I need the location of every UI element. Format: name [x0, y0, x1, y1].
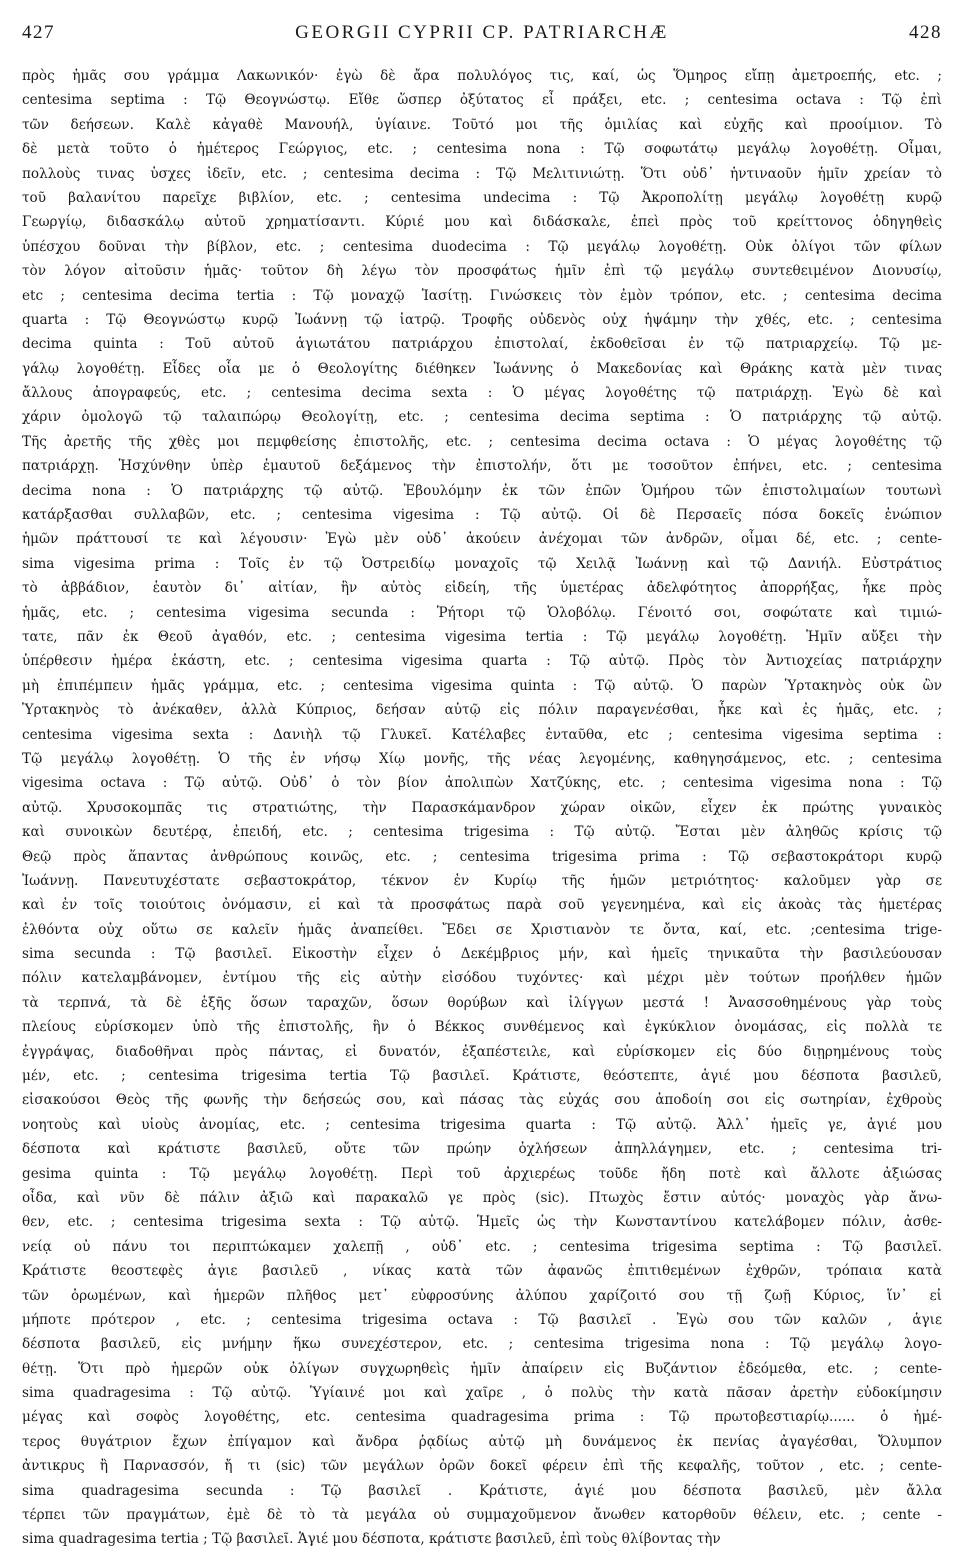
text-line: καὶ συνοικὼν δευτέρᾳ, ἐπειδή, etc. ; centesima trigesima : Τῷ αὐτῷ. Ἔσται μὲν ἀληθῶς κρίσις τῷ [22, 824, 942, 841]
text-line: ἡμᾶς, etc. ; centesima vigesima secunda : Ῥήτορι τῷ Ὁλοβόλῳ. Γένοιτό σοι, σοφώτατε καὶ τιμιώ- [22, 604, 942, 621]
text-line: μήποτε πρότερον , etc. ; centesima trigesima octava : Τῷ βασιλεῖ . Ἐγὼ σου τῶν καλῶν , ἁγιε [22, 1311, 942, 1328]
text-line: κατάρξασθαι συλλαβῶν, etc. ; centesima vigesima : Τῷ αὐτῷ. Οἱ δὲ Περσαεῖς πόσα δοκεῖς ἐνώπιον [22, 507, 942, 524]
text-line: καὶ ἐν τοῖς τοιούτοις ὀνόμασιν, εἰ καὶ τὰ προσφάτως παρὰ σοῦ γεγενημένα, καὶ εἰς ἀκοὰς τὰς ἡμετέρας [22, 897, 942, 914]
text-line: δέσποτα βασιλεῦ, εἰς μνήμην ἥκω συνεχέστερον, etc. ; centesima trigesima nona : Τῷ μεγάλῳ λογο- [22, 1336, 942, 1353]
text-line: ἐγγράψας, διαδοθῆναι πρὸς πάντας, εἰ δυνατόν, ἐξαπέστειλε, καὶ εὑρίσκομεν εἰς δύο διῃρημένους τοὺς [22, 1043, 942, 1060]
text-line: δὲ μετὰ τοῦτο ὁ ἡμέτερος Γεώργιος, etc. ; centesima nona : Τῷ σοφωτάτῳ μεγάλῳ λογοθέτῃ. Οἶμαι, [22, 141, 942, 158]
text-line: ἐλθόντα οὐχ οὕτω σε καλεῖν ἡμᾶς ἀναπείθει. Ἔδει σε Χριστιανὸν τε ὄντα, καί, etc. ;centesima trige- [22, 921, 942, 938]
text-line: τῶν ὁρωμένων, καὶ ἡμερῶν πλῆθος μετ᾽ εὐφροσύνης ἀλύπου χαρίζοιτό σου τῇ ζωῇ Κύριος, ἵν᾽ εἰ [22, 1287, 942, 1304]
text-line: ἄλλους ἀπογραφεύς, etc. ; centesima decima sexta : Ὁ μέγας λογοθέτης τῷ πατριάρχῃ. Ἐγὼ δὲ καὶ [22, 385, 942, 402]
text-line: sima quadragesima : Τῷ αὐτῷ. Ὑγίαινέ μοι καὶ χαῖρε , ὁ πολὺς τὴν κατὰ πᾶσαν ἀρετὴν εὐδοκίμησιν [22, 1385, 942, 1402]
text-line: νείᾳ οὐ πάνυ τοι περιπτώκαμεν χαλεπῇ , οὐδ᾽ etc. ; centesima trigesima septima : Τῷ βασιλεῖ. [22, 1238, 942, 1255]
text-line: Γεωργίῳ, διδασκάλῳ αὐτοῦ χρηματίσαντι. Κύριέ μου καὶ διδάσκαλε, ἐπεὶ πρὸς τοῦ κρείττονος ὁδηγηθεὶς [22, 214, 942, 231]
text-line: μὴ ἐπιπέμπειν ἡμᾶς γράμμα, etc. ; centesima vigesima quinta : Τῷ αὐτῷ. Ὁ παρὼν Ὑρτακηνὸς οὐκ ὢν [22, 677, 942, 694]
text-line: Κράτιστε θεοστεφὲς ἁγιε βασιλεῦ , νίκας κατὰ τῶν ἀφανῶς ἐπιτιθεμένων ἐχθρῶν, τρόπαια κατὰ [22, 1263, 942, 1280]
text-line: νοητοὺς καὶ υἱοὺς ἀνομίας, etc. ; centesima trigesima quarta : Τῷ αὐτῷ. Ἀλλ᾽ ἡμεῖς γε, ἁγιέ μου [22, 1116, 942, 1133]
text-line: θεν, etc. ; centesima trigesima sexta : Τῷ αὐτῷ. Ἡμεῖς ὡς τὴν Κωνσταντίνου κατελάβομεν πόλιν, ἀσθε- [22, 1214, 942, 1231]
text-line: Τῷ μεγάλῳ λογοθέτῃ. Ὁ τῆς ἐν νήσῳ Χίῳ μονῆς, τῆς νέας λεγομένης, καθηγησάμενος, etc. ; centesima [22, 750, 942, 767]
text-line: centesima septima : Τῷ Θεογνώστῳ. Εἴθε ὥσπερ ὀξύτατος εἶ πράξει, etc. ; centesima octava : Τῷ ἐπὶ [22, 92, 942, 109]
text-line: τέρπει τῶν πραγμάτων, ἐμὲ δὲ τὸ τὰ μεγάλα οὐ συμμαχοῦμενον ἄνωθεν κατορθοῦν θέλειν, etc. ; cente - [22, 1507, 942, 1524]
text-line: ἡμῶν πράττουσί τε καὶ λέγουσιν· Ἐγὼ μὲν οὐδ᾽ ἀκούειν ἀνέχομαι τῶν ἀνδρῶν, οἶμαι δέ, etc. ; cente- [22, 531, 942, 548]
text-line: vigesima octava : Τῷ αὐτῷ. Οὐδ᾽ ὁ τὸν βίον ἀπολιπὼν Χατζύκης, etc. ; centesima vigesima nona : Τῷ [22, 775, 942, 792]
text-line: τῶν δεήσεων. Καλὲ κἀγαθὲ Μανουήλ, ὑγίαινε. Τοῦτό μοι τῆς ὁμιλίας καὶ εὐχῆς καὶ προοίμιον. Τὸ [22, 116, 942, 133]
text-line: χάριν ὁμολογῶ τῷ ταλαιπώρῳ Θεολογίτῃ, etc. ; centesima decima septima : Ὁ πατριάρχης τῷ αὐτῷ. [22, 409, 942, 426]
text-line: πρὸς ἡμᾶς σου γράμμα Λακωνικόν· ἐγὼ δὲ ἄρα πολυλόγος τις, καί, ὡς Ὅμηρος εἴπῃ ἀμετροεπής, etc. ; [22, 68, 942, 84]
text-line: γάλῳ λογοθέτῃ. Εἶδες οἷα με ὁ Θεολογίτης διέθηκεν Ἰωάννης ὁ Μακεδονίας καὶ Θράκης κατὰ μὲν τινας [22, 360, 942, 377]
text-line: πολλοὺς τινας ὑσχες ἰδεῖν, etc. ; centesima decima : Τῷ Μελιτινιώτῃ. Ὅτι οὐδ᾽ ἡντιναοῦν ἡμῖν χρείαν τὸ [22, 165, 942, 182]
text-line: τὰ τερπνά, τὰ δὲ ἑξῆς ὅσων ταραχῶν, ὅσων θορύβων καὶ ἰλίγγων μεστά ! Ἀνασσοθημένους γὰρ τοὺς [22, 994, 942, 1011]
text-line: sima quadragesima secunda : Τῷ βασιλεῖ . Κράτιστε, ἁγιέ μου δέσποτα βασιλεῦ, μὲν ἄλλα [22, 1482, 942, 1499]
text-line: αὐτῷ. Χρυσοκομπᾶς τις στρατιώτης, τὴν Παρασκάμανδρον χώραν οἰκῶν, εἶχεν ἐκ πρώτης γυναικὸς [22, 799, 942, 816]
text-line: δέσποτα καὶ κράτιστε βασιλεῦ, οὔτε τῶν πρώην ὀχλήσεων ἀπηλλάγημεν, etc. ; centesima tri- [22, 1141, 942, 1158]
text-line: Ὑρτακηνὸς τὸ ἀνέκαθεν, ἀλλὰ Κύπριος, δεήσαν αὐτῷ εἰς πόλιν παραγενέσθαι, ἧκε καὶ ἐς ἡμᾶς, etc. ; [22, 702, 942, 719]
text-line: θέτῃ. Ὅτι πρὸ ἡμερῶν οὐκ ὀλίγων συγχωρηθεὶς ἡμῖν ἀπαίρειν εἰς Βυζάντιον ἐδεόμεθα, etc. ; cente- [22, 1360, 942, 1377]
text-line: centesima vigesima sexta : Δανιὴλ τῷ Γλυκεῖ. Κατέλαβες ἐνταῦθα, etc ; centesima vigesima septima : [22, 726, 942, 743]
text-line: gesima quinta : Τῷ μεγάλῳ λογοθέτῃ. Περὶ τοῦ ἀρχιερέως τοῦδε ἤδη ποτὲ καὶ ἄλλοτε ἀξιώσας [22, 1165, 942, 1182]
text-line: ὑπέσχου δοῦναι τὴν βίβλον, etc. ; centesima duodecima : Τῷ μεγάλῳ λογοθέτῃ. Οὐκ ὀλίγοι τῶν φίλων [22, 238, 942, 255]
text-line: Θεῷ πρὸς ἅπαντας ἀνθρώπους κοινῶς, etc. ; centesima trigesima prima : Τῷ σεβαστοκράτορι κυρῷ [22, 848, 942, 865]
text-line: οἶδα, καὶ νῦν δὲ πάλιν ἀξιῶ καὶ παρακαλῶ γε πρὸς (sic). Πτωχὸς ἔστιν αὐτός· μοναχὸς γὰρ ἄνω- [22, 1189, 942, 1206]
text-line: sima secunda : Τῷ βασιλεῖ. Εἰκοστὴν εἶχεν ὁ Δεκέμβριος μήν, καὶ ἡμεῖς τηνικαῦτα τὴν βασιλεύουσαν [22, 946, 942, 963]
text-line: τὸν λόγον αἰτοῦσιν ἡμᾶς· τοῦτον δὴ λέγω τὸν προσφάτως ἡμῖν ἐπὶ τῷ μεγάλῳ συντεθειμένον Διονυσίῳ, [22, 263, 942, 280]
text-line: Ἰωάννῃ. Πανευτυχέστατε σεβαστοκράτορ, τέκνον ἐν Κυρίῳ τῆς ἡμῶν μετριότητος· καλοῦμεν γὰρ σε [22, 872, 942, 889]
running-title: GEORGII CYPRII CP. PATRIARCHÆ [295, 22, 669, 43]
document-page [22, 0, 942, 1548]
page-header [22, 0, 942, 58]
text-line: μέν, etc. ; centesima trigesima tertia Τῷ βασιλεῖ. Κράτιστε, θεόστεπτε, ἁγιέ μου δέσποτα βασιλεῦ, [22, 1068, 942, 1085]
body-text [22, 64, 942, 1552]
text-line: πλείους εὑρίσκομεν ὑπὸ τῆς ἐπιστολῆς, ἣν ὁ Βέκκος συνθέμενος καὶ ἐγκύκλιον ὀνομάσας, εἰς πολλὰ τε [22, 1019, 942, 1036]
text-line: etc ; centesima decima tertia : Τῷ μοναχῷ Ἰασίτῃ. Γινώσκεις τὸν ἐμὸν τρόπον, etc. ; centesima decima [22, 287, 942, 304]
text-line: τοῦ βαλανίτου παρεῖχε βιβλίον, etc. ; centesima undecima : Τῷ Ἀκροπολίτῃ μεγάλῳ λογοθέτῃ κυρῷ [22, 189, 942, 206]
text-line: ὑπέρθεσιν ἡμέρα ἑκάστη, etc. ; centesima vigesima quarta : Τῷ αὐτῷ. Πρὸς τὸν Ἀντιοχείας πατριάρχην [22, 653, 942, 670]
text-line: μέγας καὶ σοφὸς λογοθέτης, etc. centesima quadragesima prima : Τῷ πρωτοβεστιαρίῳ...... ὁ ἡμέ- [22, 1409, 942, 1426]
text-line: sima quadragesima tertia ; Τῷ βασιλεῖ. Ἁγιέ μου δέσποτα, κράτιστε βασιλεῦ, ἐπὶ τοὺς θλίβοντας τὴν [22, 1531, 721, 1548]
left-page-number: 427 [22, 22, 55, 43]
text-line: πόλιν κατελαμβάνομεν, ἐντίμου τῆς εἰς αὐτὴν εἰσόδου τυχόντες· καὶ μέχρι μὲν τούτων προήλθεν ἡμῶν [22, 970, 942, 987]
text-line: quarta : Τῷ Θεογνώστῳ κυρῷ Ἰωάννῃ τῷ ἰατρῷ. Τροφῆς οὐδενὸς οὐχ ἡψάμην τὴν χθές, etc. ; centesima [22, 311, 942, 328]
text-line: τερος θυγάτριον ἔχων ἐπίγαμον καὶ ἄνδρα ῥᾳδίως αὐτῷ μὴ δυνάμενος ἐκ πενίας ἀγαγέσθαι, Ὄλυμπον [22, 1433, 942, 1450]
text-line: τατε, πᾶν ἐκ Θεοῦ ἀγαθόν, etc. ; centesima vigesima tertia : Τῷ μεγάλῳ λογοθέτῃ. Ἡμῖν αὔξει τὴν [22, 628, 942, 645]
text-line: decima quinta : Τοῦ αὐτοῦ ἁγιωτάτου πατριάρχου ἐπιστολαί, ἐκδοθεῖσαι ἐν τῷ πατριαρχείῳ. Τῷ με- [22, 336, 942, 353]
text-line: decima nona : Ὁ πατριάρχης τῷ αὐτῷ. Ἐβουλόμην ἐκ τῶν ἐπῶν Ὁμήρου τῶν ἐπιστολιμαίων τουτωνὶ [22, 482, 942, 499]
text-line: sima vigesima prima : Τοῖς ἐν τῷ Ὀστρειδίῳ μοναχοῖς τῷ Χειλᾷ Ἰωάννῃ καὶ τῷ Δανιήλ. Εὐστράτιος [22, 555, 942, 572]
text-line: Τῆς ἀρετῆς τῆς χθὲς μοι πεμφθείσης ἐπιστολῆς, etc. ; centesima decima octava : Ὁ μέγας λογοθέτης τῷ [22, 433, 942, 450]
text-line: ἀντικρυς ἢ Παρνασσόν, ἤ τι (sic) τῶν μεγάλων ὀρῶν δοκεῖ φέρειν ἐπὶ τῆς κεφαλῆς, τοῦτον , etc. ; cente- [22, 1458, 942, 1475]
text-line: εἰσακούσοι Θεὸς τῆς φωνῆς τὴν δεήσεώς σου, καὶ πάσας τὰς εὐχάς σου ἀποδοίη σοι εἰς σωτηρίαν, ἐχθροὺς [22, 1092, 942, 1109]
right-page-number: 428 [909, 22, 942, 43]
text-line: τὸ ἀββάδιον, ἑαυτὸν δι᾽ αἰτίαν, ἣν αὐτὸς εἰδείη, τῆς ὑμετέρας ἀδελφότητος ἀπορρήξας, ἧκε πρὸς [22, 580, 942, 597]
text-line: πατριάρχῃ. Ἡσχύνθην ὑπὲρ ἐμαυτοῦ δεξάμενος τὴν ἐπιστολήν, ὅτι με τοσοῦτον ἐπήνει, etc. ; centesima [22, 458, 942, 475]
